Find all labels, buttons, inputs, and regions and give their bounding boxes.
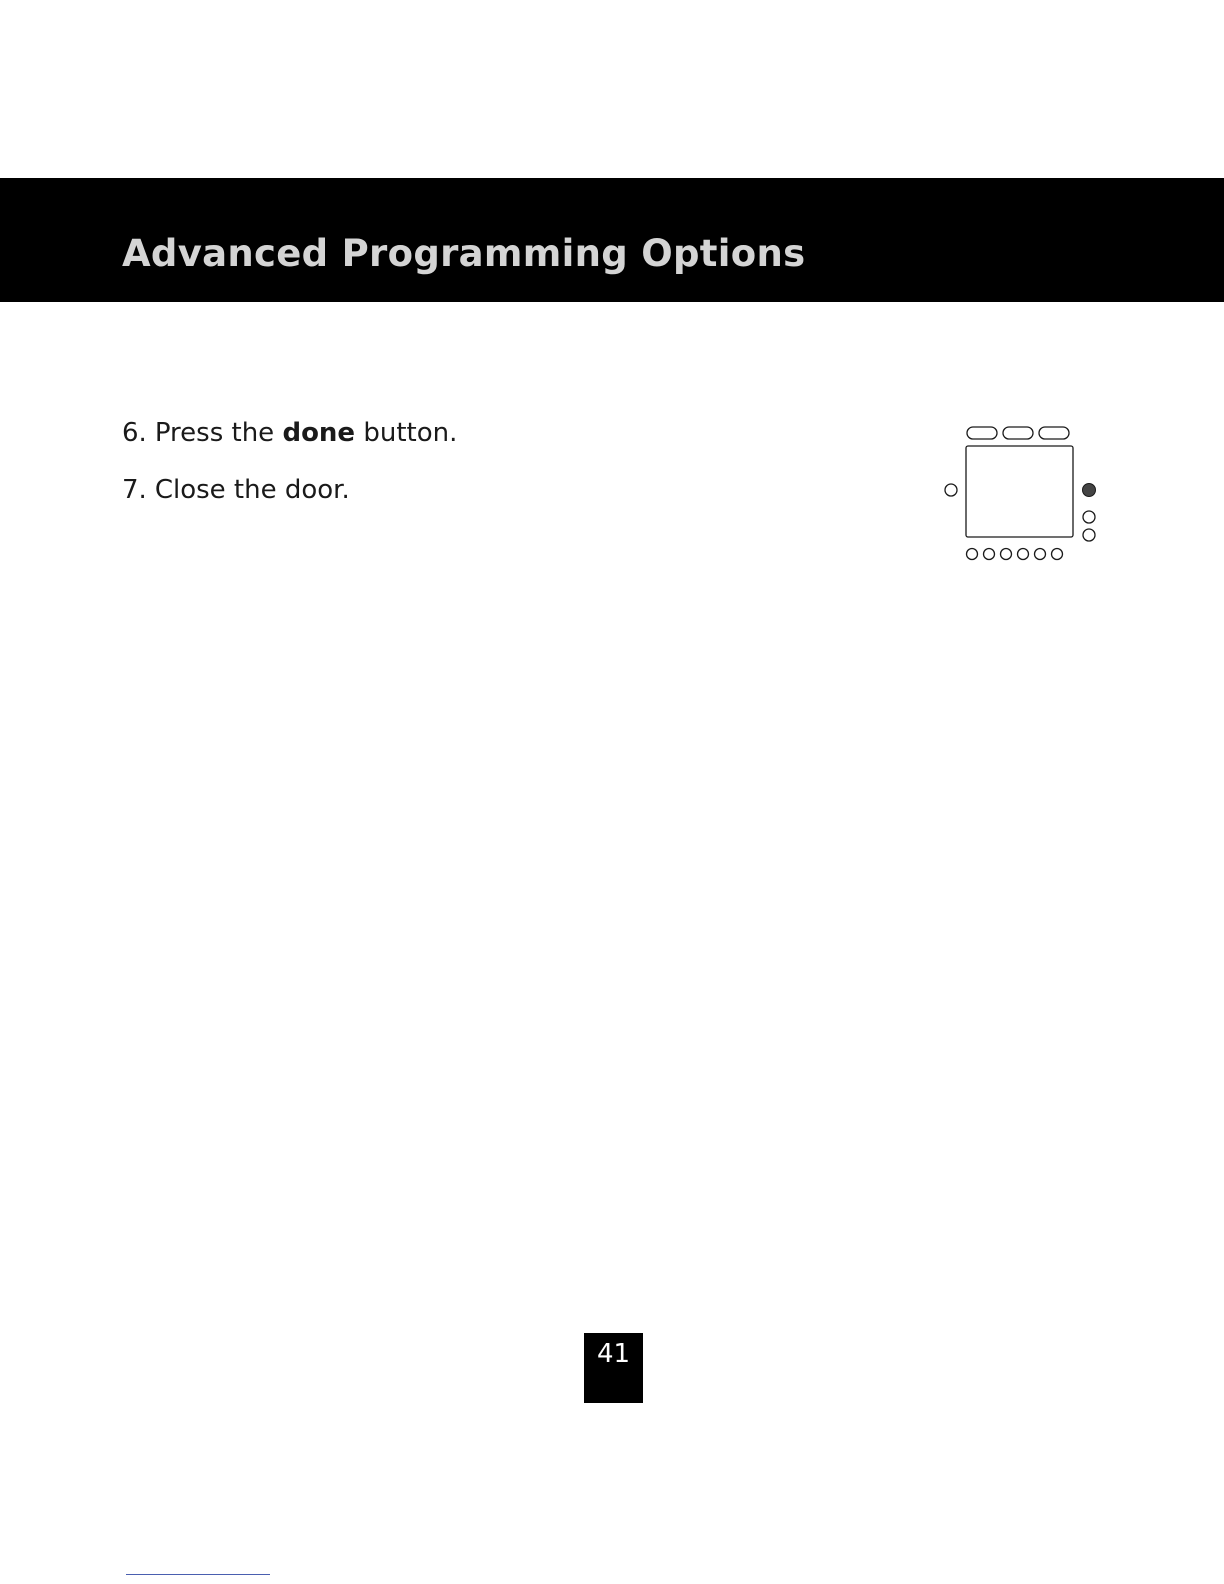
done-button-label: done: [282, 418, 356, 448]
top-button-3: [1039, 427, 1069, 439]
bottom-button-1: [967, 549, 978, 560]
step-6: [122, 414, 457, 452]
step-number: 7.: [122, 475, 147, 505]
bottom-button-5: [1035, 549, 1046, 560]
page-title: Advanced Programming Options: [122, 232, 806, 275]
right-side-button-3: [1083, 529, 1095, 541]
bottom-button-2: [984, 549, 995, 560]
bottom-button-4: [1018, 549, 1029, 560]
step-number: 6.: [122, 418, 147, 448]
top-button-1: [967, 427, 997, 439]
bottom-button-6: [1052, 549, 1063, 560]
page-number-box: [584, 1333, 643, 1403]
step-text-before: Press the: [154, 418, 275, 448]
top-button-2: [1003, 427, 1033, 439]
step-7: [122, 471, 457, 509]
device-screen: [966, 446, 1073, 537]
step-text-after: button.: [363, 418, 458, 448]
instruction-steps: [122, 414, 457, 528]
step-text: Close the door.: [154, 475, 350, 505]
page-number: 41: [596, 1339, 631, 1369]
thermostat-device-icon: [936, 420, 1106, 570]
left-side-button: [945, 484, 957, 496]
right-side-button-2: [1083, 511, 1095, 523]
footer-rule: [126, 1574, 270, 1575]
bottom-button-3: [1001, 549, 1012, 560]
highlighted-button-icon: [1083, 484, 1096, 497]
